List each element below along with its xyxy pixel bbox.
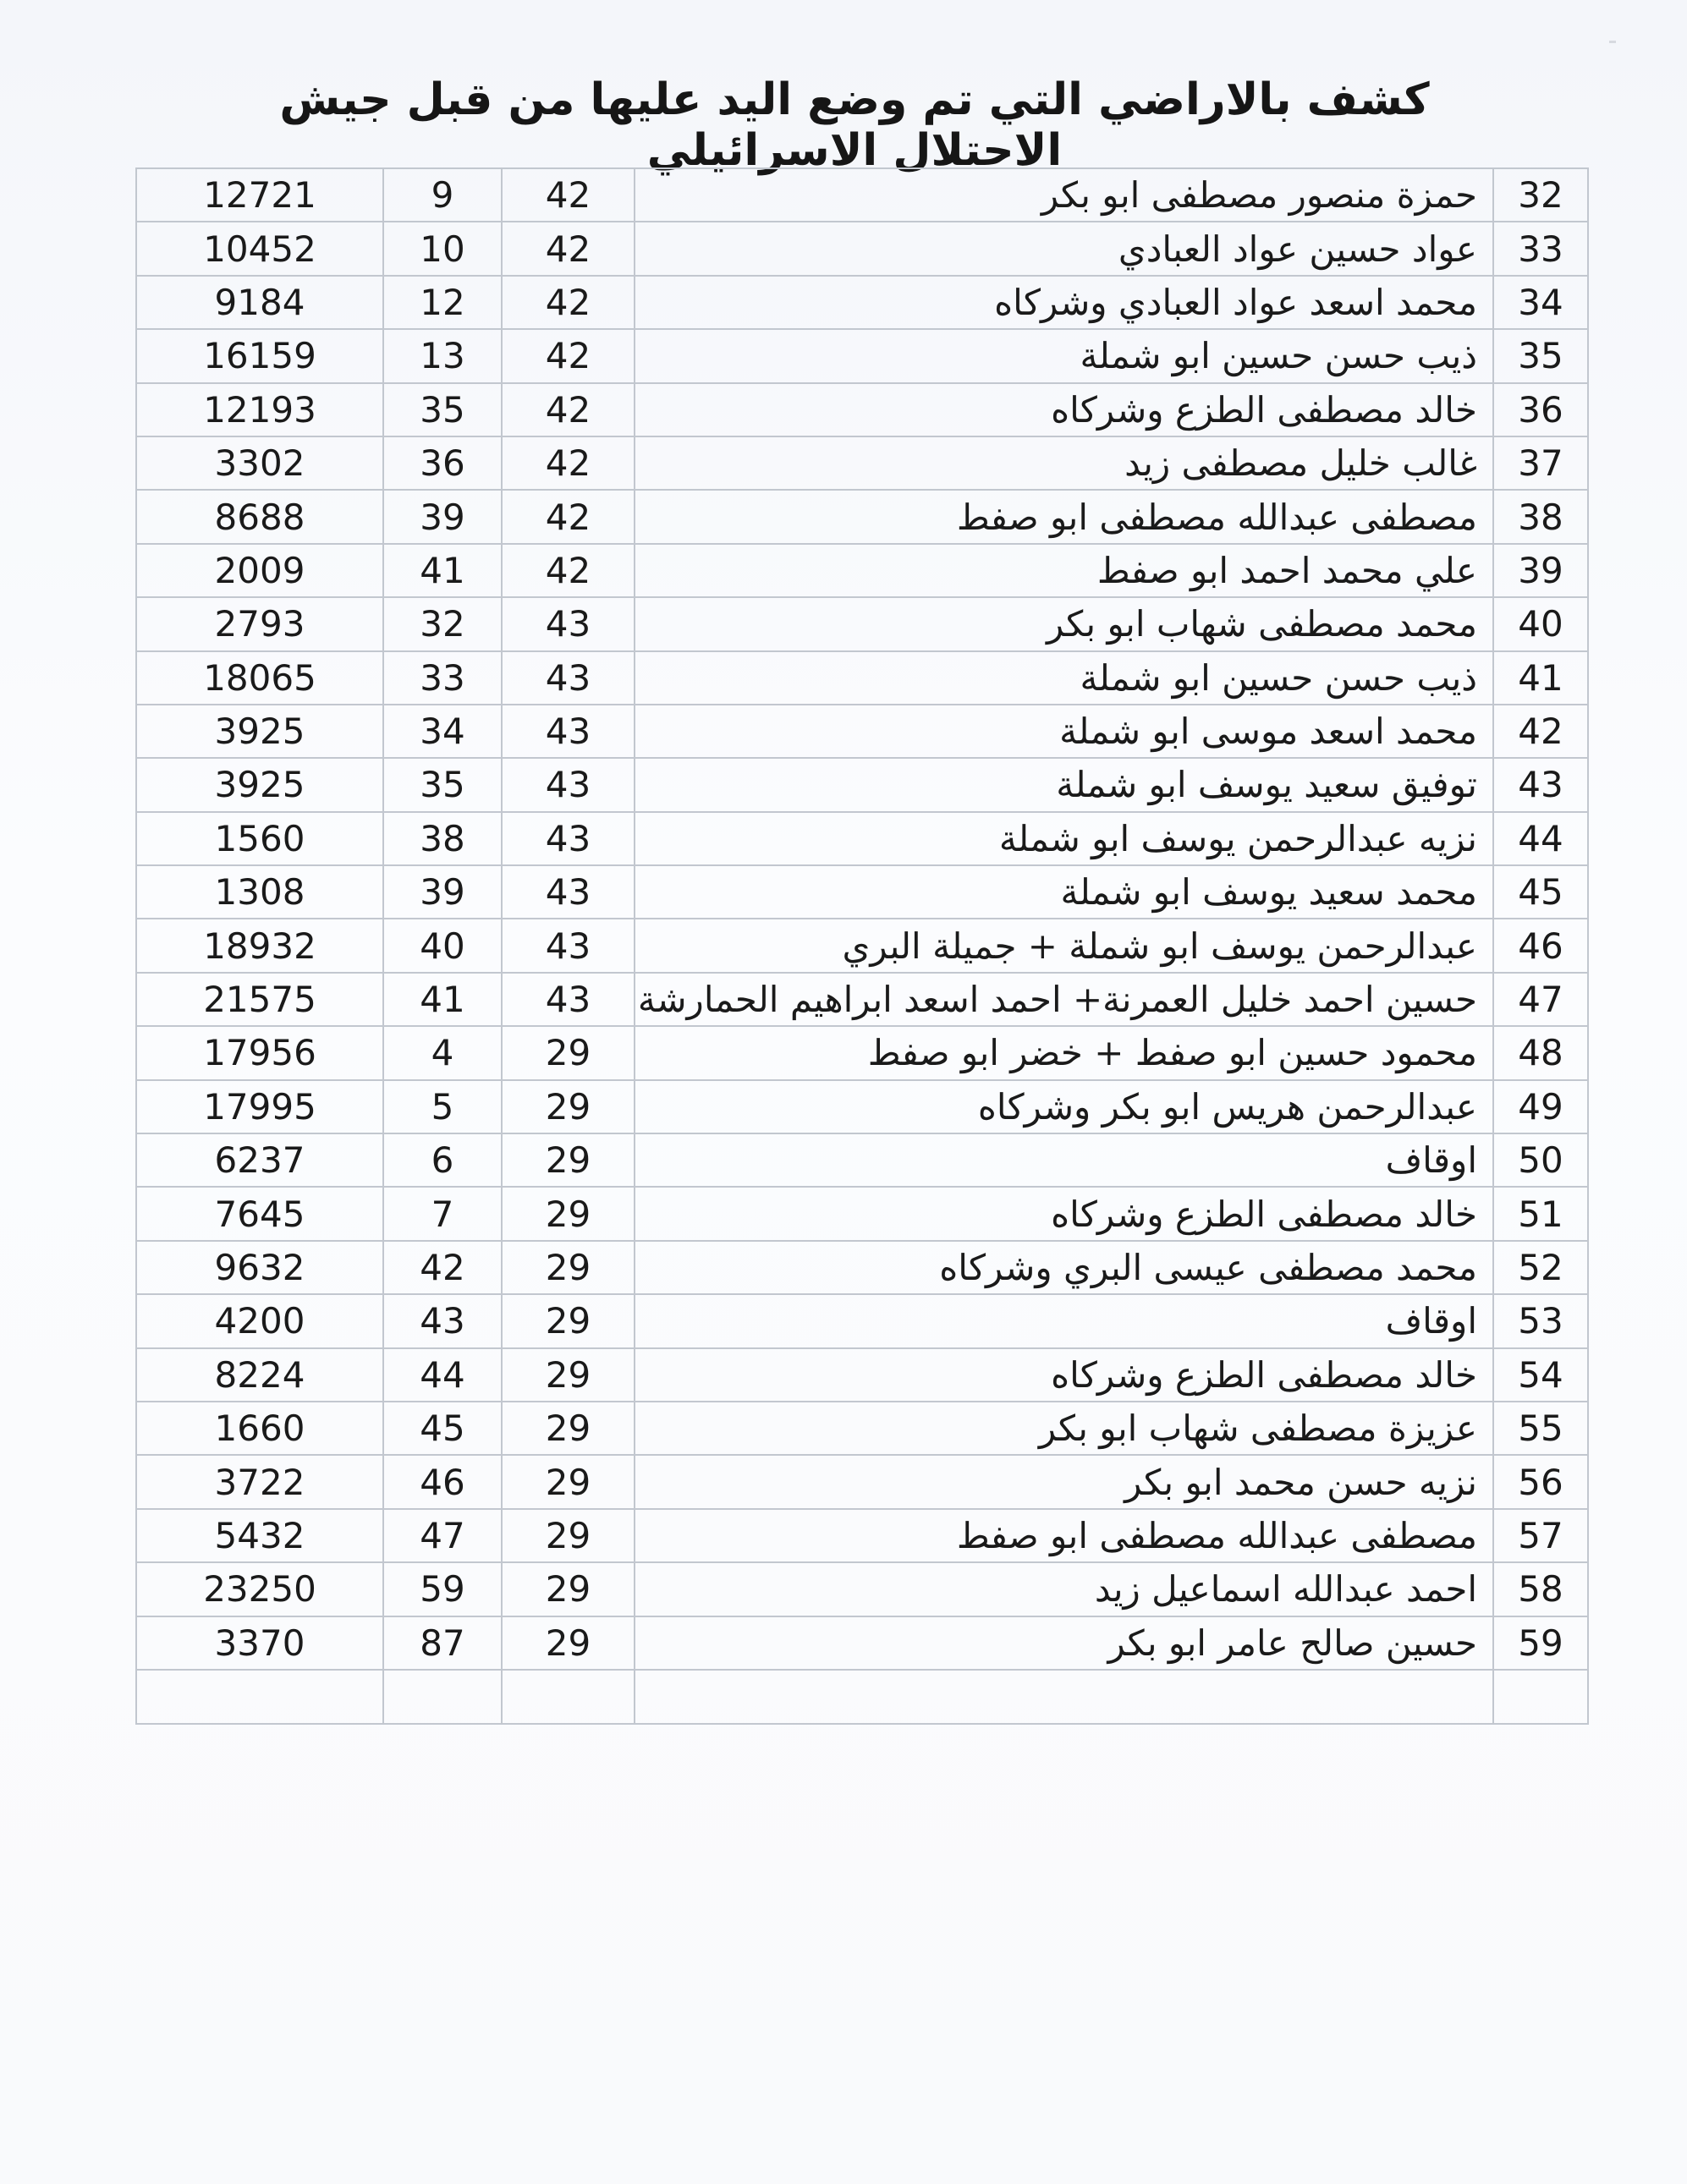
owner-name-cell: علي محمد احمد ابو صفط [635,544,1493,597]
row-number-cell: 37 [1493,436,1588,490]
plot-cell: 33 [383,651,502,705]
table-row [136,705,1588,758]
area-cell: 17956 [136,1026,383,1079]
row-number-cell: 52 [1493,1241,1588,1294]
table-row [136,1402,1588,1455]
basin-cell: 42 [502,383,635,436]
row-number-cell: 32 [1493,168,1588,222]
table-row [136,758,1588,811]
owner-name-cell: خالد مصطفى الطزع وشركاه [635,1348,1493,1402]
table-row [136,1455,1588,1508]
table-row [136,383,1588,436]
basin-cell: 29 [502,1241,635,1294]
table-row [136,329,1588,382]
empty-cell [1493,1670,1588,1724]
empty-cell [502,1670,635,1724]
owner-name-cell: ذيب حسن حسين ابو شملة [635,651,1493,705]
area-cell: 5432 [136,1509,383,1562]
owner-name-cell: توفيق سعيد يوسف ابو شملة [635,758,1493,811]
row-number-cell: 35 [1493,329,1588,382]
area-cell: 21575 [136,973,383,1026]
empty-cell [136,1670,383,1724]
area-cell: 2009 [136,544,383,597]
plot-cell: 13 [383,329,502,382]
area-cell: 18932 [136,919,383,972]
basin-cell: 43 [502,919,635,972]
row-number-cell: 45 [1493,865,1588,919]
row-number-cell: 58 [1493,1562,1588,1616]
table-row [136,919,1588,972]
plot-cell: 39 [383,490,502,543]
basin-cell: 42 [502,276,635,329]
basin-cell: 42 [502,490,635,543]
owner-name-cell: عواد حسين عواد العبادي [635,222,1493,275]
area-cell: 12193 [136,383,383,436]
owner-name-cell: اوقاف [635,1294,1493,1347]
basin-cell: 43 [502,973,635,1026]
table-row [136,1348,1588,1402]
owner-name-cell: حسين صالح عامر ابو بكر [635,1616,1493,1670]
owner-name-cell: خالد مصطفى الطزع وشركاه [635,1187,1493,1240]
area-cell: 3722 [136,1455,383,1508]
owner-name-cell: مصطفى عبدالله مصطفى ابو صفط [635,1509,1493,1562]
row-number-cell: 50 [1493,1133,1588,1187]
table-row [136,222,1588,275]
basin-cell: 29 [502,1562,635,1616]
plot-cell: 38 [383,812,502,865]
plot-cell: 59 [383,1562,502,1616]
owner-name-cell: محمود حسين ابو صفط + خضر ابو صفط [635,1026,1493,1079]
owner-name-cell: محمد مصطفى عيسى البري وشركاه [635,1241,1493,1294]
area-cell: 6237 [136,1133,383,1187]
area-cell: 3302 [136,436,383,490]
owner-name-cell: غالب خليل مصطفى زيد [635,436,1493,490]
basin-cell: 43 [502,597,635,650]
plot-cell: 32 [383,597,502,650]
basin-cell: 42 [502,168,635,222]
owner-name-cell: خالد مصطفى الطزع وشركاه [635,383,1493,436]
area-cell: 12721 [136,168,383,222]
plot-cell: 44 [383,1348,502,1402]
row-number-cell: 39 [1493,544,1588,597]
table-row [136,1616,1588,1670]
plot-cell: 45 [383,1402,502,1455]
plot-cell: 10 [383,222,502,275]
owner-name-cell: احمد عبدالله اسماعيل زيد [635,1562,1493,1616]
row-number-cell: 47 [1493,973,1588,1026]
row-number-cell: 55 [1493,1402,1588,1455]
row-number-cell: 36 [1493,383,1588,436]
table-row [136,1187,1588,1240]
plot-cell: 35 [383,758,502,811]
scan-mark [1609,41,1616,43]
area-cell: 9632 [136,1241,383,1294]
area-cell: 9184 [136,276,383,329]
plot-cell: 39 [383,865,502,919]
table-row [136,544,1588,597]
basin-cell: 29 [502,1455,635,1508]
row-number-cell: 38 [1493,490,1588,543]
table-row [136,651,1588,705]
basin-cell: 43 [502,705,635,758]
area-cell: 3925 [136,758,383,811]
row-number-cell: 40 [1493,597,1588,650]
row-number-cell: 43 [1493,758,1588,811]
plot-cell: 6 [383,1133,502,1187]
table-row [136,168,1588,222]
row-number-cell: 54 [1493,1348,1588,1402]
plot-cell: 7 [383,1187,502,1240]
plot-cell: 42 [383,1241,502,1294]
plot-cell: 47 [383,1509,502,1562]
row-number-cell: 49 [1493,1080,1588,1133]
owner-name-cell: حسين احمد خليل العمرنة+ احمد اسعد ابراهيم الحمارشة [635,973,1493,1026]
basin-cell: 29 [502,1509,635,1562]
basin-cell: 29 [502,1616,635,1670]
plot-cell: 87 [383,1616,502,1670]
land-table [135,167,1589,1725]
plot-cell: 5 [383,1080,502,1133]
basin-cell: 42 [502,436,635,490]
table-row [136,1562,1588,1616]
basin-cell: 29 [502,1026,635,1079]
row-number-cell: 59 [1493,1616,1588,1670]
area-cell: 1660 [136,1402,383,1455]
empty-cell [635,1670,1493,1724]
owner-name-cell: محمد مصطفى شهاب ابو بكر [635,597,1493,650]
owner-name-cell: نزيه حسن محمد ابو بكر [635,1455,1493,1508]
document-title: كشف بالاراضي التي تم وضع اليد عليها من قبل جيش الاحتلال الاسرائيلي [279,74,1430,176]
plot-cell: 40 [383,919,502,972]
plot-cell: 36 [383,436,502,490]
basin-cell: 29 [502,1348,635,1402]
table-row [136,1133,1588,1187]
row-number-cell: 33 [1493,222,1588,275]
owner-name-cell: اوقاف [635,1133,1493,1187]
table-row [136,597,1588,650]
table-row [136,436,1588,490]
area-cell: 18065 [136,651,383,705]
basin-cell: 42 [502,222,635,275]
table-row [136,276,1588,329]
plot-cell: 35 [383,383,502,436]
owner-name-cell: محمد سعيد يوسف ابو شملة [635,865,1493,919]
row-number-cell: 53 [1493,1294,1588,1347]
table-row [136,1080,1588,1133]
plot-cell: 41 [383,544,502,597]
owner-name-cell: نزيه عبدالرحمن يوسف ابو شملة [635,812,1493,865]
row-number-cell: 46 [1493,919,1588,972]
area-cell: 7645 [136,1187,383,1240]
basin-cell: 29 [502,1080,635,1133]
plot-cell: 12 [383,276,502,329]
table-row [136,490,1588,543]
basin-cell: 29 [502,1402,635,1455]
empty-cell [383,1670,502,1724]
area-cell: 16159 [136,329,383,382]
area-cell: 1560 [136,812,383,865]
basin-cell: 42 [502,329,635,382]
row-number-cell: 48 [1493,1026,1588,1079]
owner-name-cell: حمزة منصور مصطفى ابو بكر [635,168,1493,222]
area-cell: 1308 [136,865,383,919]
basin-cell: 42 [502,544,635,597]
plot-cell: 4 [383,1026,502,1079]
owner-name-cell: عزيزة مصطفى شهاب ابو بكر [635,1402,1493,1455]
area-cell: 23250 [136,1562,383,1616]
area-cell: 3370 [136,1616,383,1670]
empty-table-row [136,1670,1588,1724]
area-cell: 10452 [136,222,383,275]
basin-cell: 29 [502,1294,635,1347]
owner-name-cell: عبدالرحمن هريس ابو بكر وشركاه [635,1080,1493,1133]
table-row [136,1509,1588,1562]
owner-name-cell: محمد اسعد موسى ابو شملة [635,705,1493,758]
row-number-cell: 51 [1493,1187,1588,1240]
owner-name-cell: ذيب حسن حسين ابو شملة [635,329,1493,382]
area-cell: 4200 [136,1294,383,1347]
basin-cell: 43 [502,812,635,865]
basin-cell: 29 [502,1133,635,1187]
row-number-cell: 34 [1493,276,1588,329]
basin-cell: 43 [502,758,635,811]
basin-cell: 43 [502,865,635,919]
plot-cell: 41 [383,973,502,1026]
table-row [136,973,1588,1026]
area-cell: 8688 [136,490,383,543]
table-row [136,1241,1588,1294]
table-row [136,865,1588,919]
area-cell: 8224 [136,1348,383,1402]
basin-cell: 43 [502,651,635,705]
area-cell: 17995 [136,1080,383,1133]
table-row [136,812,1588,865]
table-row [136,1294,1588,1347]
area-cell: 3925 [136,705,383,758]
area-cell: 2793 [136,597,383,650]
owner-name-cell: محمد اسعد عواد العبادي وشركاه [635,276,1493,329]
row-number-cell: 41 [1493,651,1588,705]
row-number-cell: 44 [1493,812,1588,865]
row-number-cell: 56 [1493,1455,1588,1508]
plot-cell: 43 [383,1294,502,1347]
basin-cell: 29 [502,1187,635,1240]
plot-cell: 46 [383,1455,502,1508]
land-table-body [136,168,1588,1724]
owner-name-cell: عبدالرحمن يوسف ابو شملة + جميلة البري [635,919,1493,972]
owner-name-cell: مصطفى عبدالله مصطفى ابو صفط [635,490,1493,543]
table-row [136,1026,1588,1079]
row-number-cell: 42 [1493,705,1588,758]
plot-cell: 9 [383,168,502,222]
row-number-cell: 57 [1493,1509,1588,1562]
plot-cell: 34 [383,705,502,758]
